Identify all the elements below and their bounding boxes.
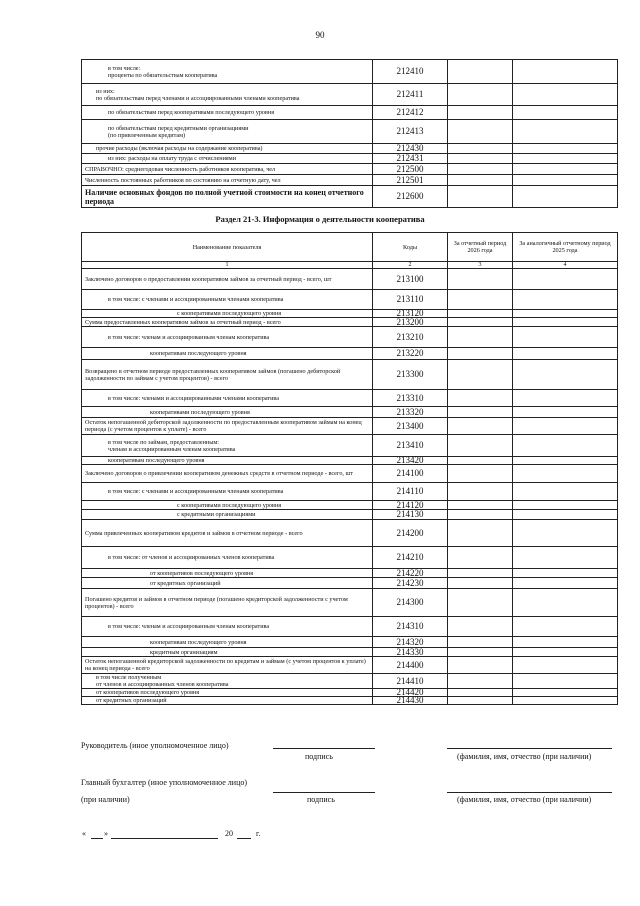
value-cell[interactable]	[448, 697, 513, 705]
row-code: 213400	[373, 418, 448, 435]
value-cell[interactable]	[513, 501, 618, 510]
value-cell[interactable]	[513, 60, 618, 84]
table-row	[82, 144, 618, 154]
value-cell[interactable]	[448, 269, 513, 290]
table-row	[82, 689, 618, 697]
table-row	[82, 318, 618, 327]
column-number: 4	[513, 262, 618, 269]
table-row	[82, 589, 618, 617]
row-code: 212600	[373, 186, 448, 208]
accountant-name-caption: (фамилия, имя, отчество (при наличии)	[457, 795, 592, 804]
table-row	[82, 578, 618, 589]
table-row	[82, 390, 618, 407]
value-cell[interactable]	[448, 457, 513, 465]
row-label: от кооперативов последующего уровня	[82, 569, 373, 578]
row-label: СПРАВОЧНО: среднегодовая численность работников кооператива, чел	[82, 164, 373, 175]
table-row	[82, 348, 618, 360]
value-cell[interactable]	[448, 164, 513, 175]
row-label: Сумма привлеченных кооперативом кредитов и займов в отчетном периоде - всего	[82, 520, 373, 547]
value-cell[interactable]	[513, 569, 618, 578]
value-cell[interactable]	[513, 164, 618, 175]
row-label: с кооперативами последующего уровня	[82, 310, 373, 318]
table-row	[82, 657, 618, 674]
table-row	[82, 407, 618, 418]
column-number: 1	[82, 262, 373, 269]
value-cell[interactable]	[448, 60, 513, 84]
table-row	[82, 290, 618, 310]
value-cell[interactable]	[513, 674, 618, 689]
head-name-line[interactable]	[447, 748, 612, 749]
value-cell[interactable]	[448, 578, 513, 589]
row-code: 214420	[373, 689, 448, 697]
header-current-period: За отчетный период 2026 года	[448, 233, 513, 262]
row-code: 212500	[373, 164, 448, 175]
value-cell[interactable]	[448, 154, 513, 164]
row-label: Остаток непогашенной дебиторской задолженности по предоставленным кооперативом займам на конец периода (с учетом процентов к уплате) - всего	[82, 418, 373, 435]
head-name-caption: (фамилия, имя, отчество (при наличии)	[457, 752, 592, 761]
value-cell[interactable]	[513, 348, 618, 360]
table-row	[82, 465, 618, 483]
row-code: 213300	[373, 360, 448, 390]
value-cell[interactable]	[513, 578, 618, 589]
row-code: 214120	[373, 501, 448, 510]
row-code: 214100	[373, 465, 448, 483]
row-label: по обязательствам перед кредитными организациями (по привлеченным кредитам)	[82, 120, 373, 144]
table-header-row	[82, 233, 618, 262]
value-cell[interactable]	[513, 106, 618, 120]
table-row	[82, 310, 618, 318]
row-code: 214110	[373, 483, 448, 501]
row-code: 212430	[373, 144, 448, 154]
accountant-signature-caption: подпись	[307, 795, 335, 804]
accountant-label-continuation: (при наличии)	[81, 795, 130, 804]
value-cell[interactable]	[513, 269, 618, 290]
row-label: Заключено договоров о предоставлении кооперативом займов за отчетный период - всего, шт	[82, 269, 373, 290]
value-cell[interactable]	[448, 589, 513, 617]
value-cell[interactable]	[448, 637, 513, 648]
row-label: от кооперативов последующего уровня	[82, 689, 373, 697]
table-row	[82, 569, 618, 578]
row-code: 213110	[373, 290, 448, 310]
header-name: Наименование показателя	[82, 233, 373, 262]
row-code: 213200	[373, 318, 448, 327]
table-row	[82, 457, 618, 465]
row-code: 214300	[373, 589, 448, 617]
value-cell[interactable]	[448, 689, 513, 697]
value-cell[interactable]	[513, 360, 618, 390]
value-cell[interactable]	[448, 465, 513, 483]
row-label: в том числе: проценты по обязательствам кооператива	[82, 60, 373, 84]
value-cell[interactable]	[513, 154, 618, 164]
value-cell[interactable]	[513, 637, 618, 648]
value-cell[interactable]	[448, 106, 513, 120]
value-cell[interactable]	[513, 327, 618, 348]
value-cell[interactable]	[513, 520, 618, 547]
value-cell[interactable]	[448, 360, 513, 390]
value-cell[interactable]	[448, 657, 513, 674]
table-row	[82, 106, 618, 120]
value-cell[interactable]	[513, 617, 618, 637]
value-cell[interactable]	[513, 648, 618, 657]
head-signature-caption: подпись	[305, 752, 333, 761]
row-code: 213220	[373, 348, 448, 360]
value-cell[interactable]	[448, 674, 513, 689]
row-code: 214130	[373, 510, 448, 520]
row-label: Сумма предоставленных кооперативом займов за отчетный период - всего	[82, 318, 373, 327]
value-cell[interactable]	[513, 186, 618, 208]
value-cell[interactable]	[448, 435, 513, 457]
value-cell[interactable]	[513, 465, 618, 483]
row-label: в том числе: членами и ассоциированными членами кооператива	[82, 390, 373, 407]
table-row	[82, 269, 618, 290]
date-quote-close: »	[104, 829, 108, 838]
activity-table	[81, 232, 618, 705]
header-codes: Коды	[373, 233, 448, 262]
table-row	[82, 327, 618, 348]
value-cell[interactable]	[448, 501, 513, 510]
row-label: от кредитных организаций	[82, 697, 373, 705]
row-label: Остаток непогашенной кредиторской задолженности по кредитам и займам (с учетом процентов к уплате) на конец периода - всего	[82, 657, 373, 674]
finance-table-continuation	[81, 59, 618, 208]
head-signature-line[interactable]	[273, 748, 375, 749]
row-label: из них: расходы на оплату труда с отчислениями	[82, 154, 373, 164]
table-row	[82, 120, 618, 144]
row-label: из них: по обязательствам перед членами и ассоциированными членами кооператива	[82, 84, 373, 106]
column-number: 3	[448, 262, 513, 269]
value-cell[interactable]	[448, 648, 513, 657]
value-cell[interactable]	[448, 418, 513, 435]
row-label: кооперативами последующего уровня	[82, 407, 373, 418]
row-code: 213320	[373, 407, 448, 418]
value-cell[interactable]	[513, 175, 618, 186]
row-code: 212412	[373, 106, 448, 120]
value-cell[interactable]	[448, 390, 513, 407]
row-code: 212413	[373, 120, 448, 144]
value-cell[interactable]	[448, 547, 513, 569]
row-label: кооперативам последующего уровня	[82, 637, 373, 648]
page-number: 90	[315, 30, 325, 40]
row-code: 212410	[373, 60, 448, 84]
row-label: с кредитными организациями	[82, 510, 373, 520]
accountant-signature-line[interactable]	[273, 792, 375, 793]
date-quote-open: «	[82, 829, 86, 838]
row-code: 214200	[373, 520, 448, 547]
header-previous-period: За аналогичный отчетному период 2025 года	[513, 233, 618, 262]
value-cell[interactable]	[448, 310, 513, 318]
value-cell[interactable]	[513, 547, 618, 569]
value-cell[interactable]	[448, 84, 513, 106]
table-row	[82, 697, 618, 705]
value-cell[interactable]	[448, 144, 513, 154]
table-row	[82, 547, 618, 569]
value-cell[interactable]	[513, 689, 618, 697]
value-cell[interactable]	[448, 120, 513, 144]
value-cell[interactable]	[448, 483, 513, 501]
value-cell[interactable]	[513, 457, 618, 465]
row-label: в том числе полученным от членов и ассоциированных членов кооператива	[82, 674, 373, 689]
row-code: 212411	[373, 84, 448, 106]
row-label: кооперативам последующего уровня	[82, 348, 373, 360]
value-cell[interactable]	[513, 84, 618, 106]
date-year-prefix: 20	[225, 829, 233, 838]
table-row	[82, 617, 618, 637]
value-cell[interactable]	[513, 483, 618, 501]
row-code: 213210	[373, 327, 448, 348]
table-row	[82, 483, 618, 501]
table-row	[82, 648, 618, 657]
table-row	[82, 360, 618, 390]
row-label: Наличие основных фондов по полной учетной стоимости на конец отчетного периода	[82, 186, 373, 208]
row-code: 212501	[373, 175, 448, 186]
row-label: в том числе: с членами и ассоциированными членами кооператива	[82, 483, 373, 501]
row-label: в том числе: членам и ассоциированным членам кооператива	[82, 327, 373, 348]
date-month-line[interactable]	[111, 838, 218, 839]
row-label: в том числе: с членами и ассоциированными членами кооператива	[82, 290, 373, 310]
value-cell[interactable]	[513, 589, 618, 617]
value-cell[interactable]	[448, 348, 513, 360]
row-label: Возвращено в отчетном периоде предоставленных кооперативом займов (погашено дебиторской задолженности по займам с учетом процентов) - всего	[82, 360, 373, 390]
column-number-row	[82, 262, 618, 269]
value-cell[interactable]	[513, 390, 618, 407]
row-code: 212431	[373, 154, 448, 164]
value-cell[interactable]	[448, 407, 513, 418]
table-row	[82, 60, 618, 84]
row-code: 214430	[373, 697, 448, 705]
row-label: с кооперативами последующего уровня	[82, 501, 373, 510]
table-row	[82, 637, 618, 648]
row-code: 214230	[373, 578, 448, 589]
table-row	[82, 674, 618, 689]
row-code: 214210	[373, 547, 448, 569]
row-label: в том числе: от членов и ассоциированных членов кооператива	[82, 547, 373, 569]
row-label: по обязательствам перед кооперативами последующего уровня	[82, 106, 373, 120]
table-row	[82, 418, 618, 435]
row-label: Заключено договоров о привлечении кооперативом денежных средств в отчетном периоде - всего, шт	[82, 465, 373, 483]
value-cell[interactable]	[513, 657, 618, 674]
value-cell[interactable]	[513, 120, 618, 144]
accountant-name-line[interactable]	[447, 792, 612, 793]
row-code: 213310	[373, 390, 448, 407]
value-cell[interactable]	[448, 520, 513, 547]
row-code: 214330	[373, 648, 448, 657]
value-cell[interactable]	[513, 144, 618, 154]
value-cell[interactable]	[448, 510, 513, 520]
value-cell[interactable]	[513, 290, 618, 310]
date-year-line[interactable]	[237, 838, 251, 839]
row-label: кредитным организациям	[82, 648, 373, 657]
value-cell[interactable]	[513, 407, 618, 418]
row-label: в том числе по займам, предоставленным: членам и ассоциированным членам кооператива	[82, 435, 373, 457]
value-cell[interactable]	[448, 290, 513, 310]
row-label: Погашено кредитов и займов в отчетном периоде (погашено кредиторской задолженности с учетом процентов) - всего	[82, 589, 373, 617]
table-row	[82, 510, 618, 520]
row-code: 213410	[373, 435, 448, 457]
value-cell[interactable]	[513, 318, 618, 327]
row-code: 214310	[373, 617, 448, 637]
table-row	[82, 520, 618, 547]
column-number: 2	[373, 262, 448, 269]
section-title: Раздел 21-3. Информация о деятельности кооператива	[215, 214, 425, 224]
table-row	[82, 164, 618, 175]
value-cell[interactable]	[448, 175, 513, 186]
value-cell[interactable]	[513, 310, 618, 318]
row-label: прочие расходы (включая расходы на содержание кооператива)	[82, 144, 373, 154]
table-row	[82, 435, 618, 457]
row-label: кооперативам последующего уровня	[82, 457, 373, 465]
table-row	[82, 84, 618, 106]
value-cell[interactable]	[448, 327, 513, 348]
row-code: 214400	[373, 657, 448, 674]
value-cell[interactable]	[448, 569, 513, 578]
value-cell[interactable]	[513, 510, 618, 520]
table-row	[82, 175, 618, 186]
row-code: 213420	[373, 457, 448, 465]
value-cell[interactable]	[513, 697, 618, 705]
row-code: 214320	[373, 637, 448, 648]
date-day-line[interactable]	[91, 838, 103, 839]
row-label: в том числе: членам и ассоциированным членам кооператива	[82, 617, 373, 637]
row-code: 214220	[373, 569, 448, 578]
value-cell[interactable]	[448, 617, 513, 637]
value-cell[interactable]	[513, 435, 618, 457]
row-code: 214410	[373, 674, 448, 689]
table-row	[82, 186, 618, 208]
table-row	[82, 501, 618, 510]
row-label: Численность постоянных работников по состоянию на отчетную дату, чел	[82, 175, 373, 186]
accountant-signature-label: Главный бухгалтер (иное уполномоченное лицо)	[81, 778, 248, 787]
row-code: 213100	[373, 269, 448, 290]
table-row	[82, 154, 618, 164]
row-code: 213120	[373, 310, 448, 318]
value-cell[interactable]	[448, 318, 513, 327]
head-signature-label: Руководитель (иное уполномоченное лицо)	[81, 741, 229, 750]
row-label: от кредитных организаций	[82, 578, 373, 589]
date-year-suffix: г.	[256, 829, 261, 838]
value-cell[interactable]	[448, 186, 513, 208]
value-cell[interactable]	[513, 418, 618, 435]
